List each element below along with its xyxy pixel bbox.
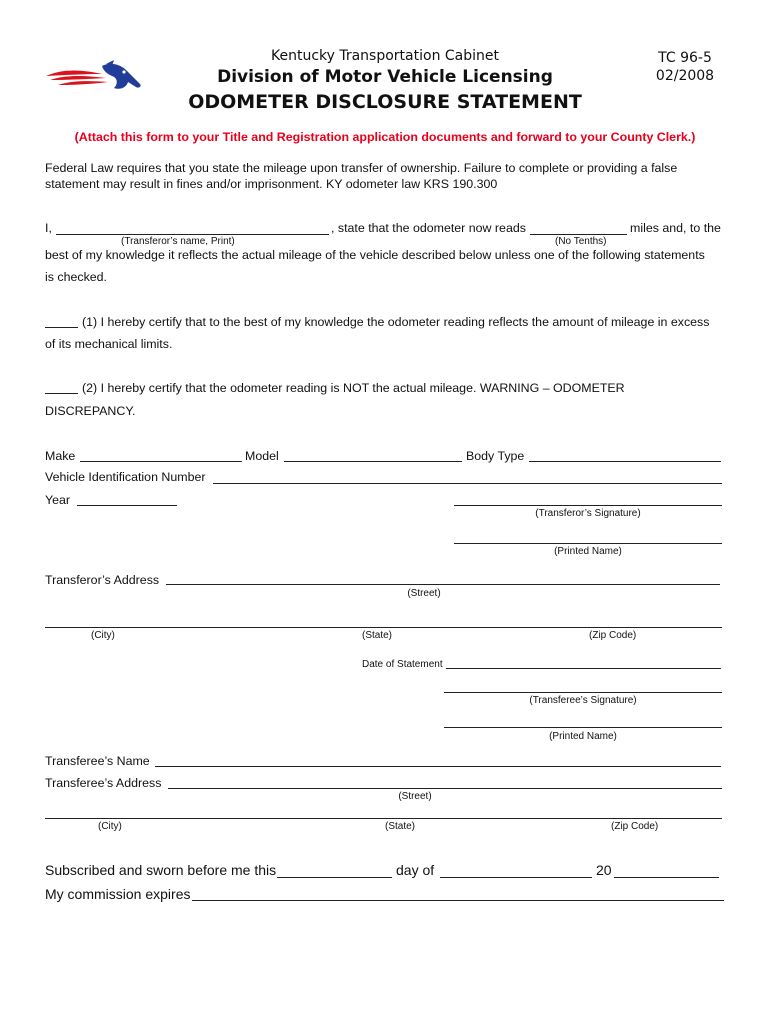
transferee-zip-caption: (Zip Code) [611,821,659,832]
subscribed-label: Subscribed and sworn before me this [45,862,277,878]
transferor-city-state-zip-field[interactable] [45,627,722,628]
transferee-name-field[interactable] [155,766,721,767]
certify-1-line-1: (1) I hereby certify that to the best of my knowledge the odometer reading reflects the amount of mileage in excess [82,315,710,329]
transferee-city-state-zip-field[interactable] [45,818,722,819]
transferor-address-label: Transferor’s Address [45,573,160,587]
make-field[interactable] [80,461,242,462]
transferor-printed-name-field[interactable] [454,543,722,544]
intro-line-2: statement may result in fines and/or imprisonment. KY odometer law KRS 190.300 [45,177,498,191]
model-label: Model [245,449,279,463]
transferor-state-caption: (State) [362,630,393,641]
form-date: 02/2008 [655,68,715,84]
vin-field[interactable] [213,483,722,484]
year-label: Year [45,493,71,507]
transferee-street-caption: (Street) [398,791,432,802]
date-of-statement-label: Date of Statement [362,659,443,670]
certify-2-checkbox[interactable] [45,393,78,394]
year-field[interactable] [77,505,177,506]
statement-mid: , state that the odometer now reads [331,221,526,235]
form-number: TC 96-5 [658,50,712,66]
page-title: ODOMETER DISCLOSURE STATEMENT [188,91,582,113]
transferee-signature-field[interactable] [444,692,722,693]
transferee-printed-name-field[interactable] [444,727,722,728]
date-of-statement-field[interactable] [446,668,721,669]
body-type-field[interactable] [529,461,721,462]
statement-line-3: is checked. [45,270,107,284]
no-tenths-caption: (No Tenths) [555,236,607,247]
model-field[interactable] [284,461,462,462]
make-label: Make [45,449,76,463]
statement-prefix: I, [45,221,52,235]
transferee-state-caption: (State) [385,821,416,832]
transferor-printed-name-caption: (Printed Name) [554,546,622,557]
transferee-printed-name-caption: (Printed Name) [549,731,617,742]
odometer-reading-field[interactable] [530,234,627,235]
transferee-street-field[interactable] [168,788,722,789]
certify-2-line-1: (2) I hereby certify that the odometer reading is NOT the actual mileage. WARNING – ODOMETER [82,381,625,395]
vin-label: Vehicle Identification Number [45,470,206,484]
certify-1-line-2: of its mechanical limits. [45,337,173,351]
division-name: Division of Motor Vehicle Licensing [217,67,553,87]
commission-expires-label: My commission expires [45,886,191,902]
transferor-street-field[interactable] [166,584,720,585]
year-prefix-label: 20 [596,862,612,878]
instruction-text: (Attach this form to your Title and Registration application documents and forward to your County Clerk.) [74,130,696,144]
transferee-signature-caption: (Transferee’s Signature) [529,695,637,706]
body-type-label: Body Type [466,449,525,463]
statement-suffix: miles and, to the [630,221,721,235]
transferee-name-label: Transferee’s Name [45,754,150,768]
statement-line-2: best of my knowledge it reflects the actual mileage of the vehicle described below unless one of the following statements [45,248,705,262]
transferor-signature-field[interactable] [454,505,722,506]
agency-name: Kentucky Transportation Cabinet [270,48,500,64]
sworn-year-field[interactable] [614,877,719,878]
transferor-name-field[interactable] [56,234,329,235]
commission-expires-field[interactable] [192,900,724,901]
day-of-label: day of [396,862,435,878]
transferor-city-caption: (City) [91,630,115,641]
certify-1-checkbox[interactable] [45,327,78,328]
transferor-signature-caption: (Transferor’s Signature) [535,508,641,519]
sworn-month-field[interactable] [440,877,592,878]
transferee-address-label: Transferee’s Address [45,776,162,790]
intro-line-1: Federal Law requires that you state the mileage upon transfer of ownership. Failure to complete or providing a false [45,161,678,175]
transferor-name-caption: (Transferor’s name, Print) [121,236,235,247]
certify-2-line-2: DISCREPANCY. [45,404,136,418]
transferor-street-caption: (Street) [407,588,441,599]
transferor-zip-caption: (Zip Code) [589,630,637,641]
transferee-city-caption: (City) [98,821,122,832]
sworn-day-field[interactable] [277,877,392,878]
